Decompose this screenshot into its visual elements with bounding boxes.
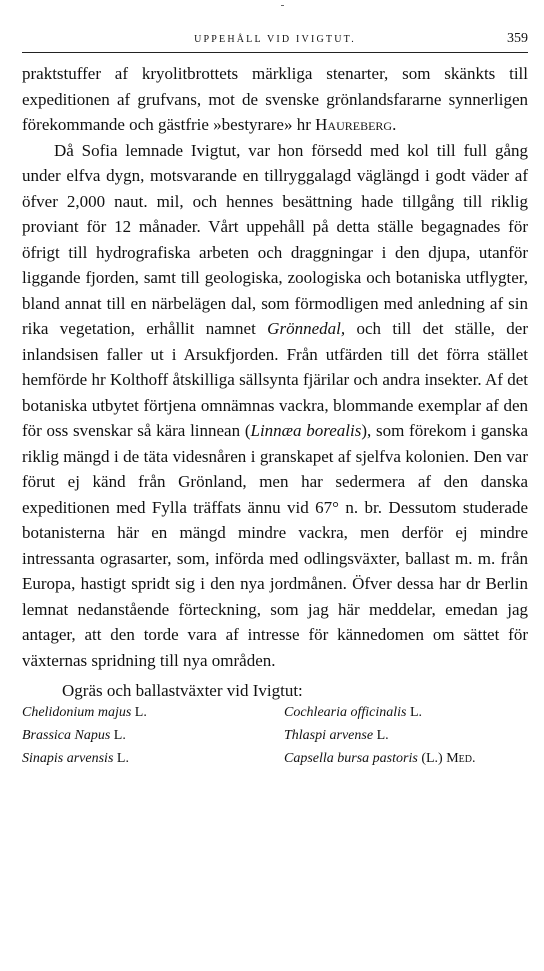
species-name: Linnæa borealis	[250, 421, 362, 440]
plant-name: Cochlearia officinalis	[284, 705, 407, 720]
plant-author: L.	[113, 751, 129, 766]
place-name: Grönnedal,	[267, 319, 346, 338]
plant-entry	[284, 749, 528, 769]
plant-entry	[284, 726, 528, 746]
running-title: UPPEHÅLL VID IVIGTUT.	[194, 34, 356, 45]
plant-author: (L.)	[417, 751, 447, 766]
paragraph-1-end: .	[392, 115, 397, 134]
plant-name: Capsella bursa pastoris	[284, 751, 418, 766]
list-heading: Ogräs och ballastväxter vid Ivigtut:	[62, 681, 303, 700]
plant-author: L.	[131, 705, 147, 720]
person-name: Haureberg	[315, 115, 393, 134]
plant-author: L.	[110, 728, 126, 743]
paragraph-2	[22, 138, 528, 674]
plant-author: L.	[373, 728, 389, 743]
plant-name: Chelidonium majus	[22, 705, 132, 720]
book-page	[22, 28, 528, 769]
print-mark	[281, 5, 284, 6]
plant-list	[22, 703, 528, 769]
paragraph-2-text-c: ), som förekom i ganska riklig mängd i de täta videsnåren i granskapet af sjelfva kolonien. Den var förut ej känd från Grönland, men har sedermera af den danska expeditionen med Fylla träffats ännu vid 67° n. br. Dessutom studerade botanisterna här en mängd mindre vackra, men derför ej mindre intressanta ograsarter, som, införda med odlingsväxter, ballast m. m. från Europa, hastigt spridt sig i den nya jordmånen. Öfver dessa har dr Berlin lemnat nedanstående förteckning, som jag här meddelar, emedan jag antager, att den torde vara af intresse för kännedomen om sättet för växternas spridning till nya områden.	[22, 421, 529, 670]
plant-entry	[22, 726, 284, 746]
running-header	[22, 28, 528, 53]
paragraph-2-text-b: och till det ställe, der inlandsisen faller ut i Arsukfjorden. Från utfärden till det förra stället hemförde hr Kolthoff åtskilliga sällsynta fjärilar och andra insekter. Af det botaniska utbytet förtjena omnämnas vackra, blommande exemplar af den för oss svenskar så kära linnean (	[22, 319, 528, 440]
page-number: 359	[507, 31, 528, 46]
body-text	[22, 61, 528, 673]
plant-name: Brassica Napus	[22, 728, 111, 743]
plant-entry	[22, 703, 284, 723]
paragraph-1	[22, 61, 528, 138]
plant-entry	[22, 749, 284, 769]
plant-entry	[284, 703, 528, 723]
paragraph-2-text-a: Då Sofia lemnade Ivigtut, var hon försedd med kol till full gång under elfva dygn, motsvarande en tillryggalagd väglängd i godt väder af öfver 2,000 naut. mil, och hennes besättning hade tillgång till riklig proviant för 12 månader. Vårt uppehåll på detta ställe begagnades för öfrigt till hydrografiska arbeten och draggningar i den djupa, utanför liggande fjorden, samt till geologiska, zoologiska och botaniska utflygter, bland annat till en närbelägen dal, som förmodligen med anledning af sin rika vegetation, erhållit namnet	[22, 140, 528, 338]
plant-name: Sinapis arvensis	[22, 751, 114, 766]
plant-name: Thlaspi arvense	[284, 728, 374, 743]
paragraph-1-text: praktstuffer af kryolitbrottets märkliga stenarter, som skänkts till expeditionen af grufvans, mot de svenske grönlandsfararne synnerligen förekommande och gästfrie »bestyrare» hr	[22, 64, 528, 134]
plant-author-abbrev: Med.	[446, 751, 476, 766]
plant-author: L.	[406, 705, 423, 720]
